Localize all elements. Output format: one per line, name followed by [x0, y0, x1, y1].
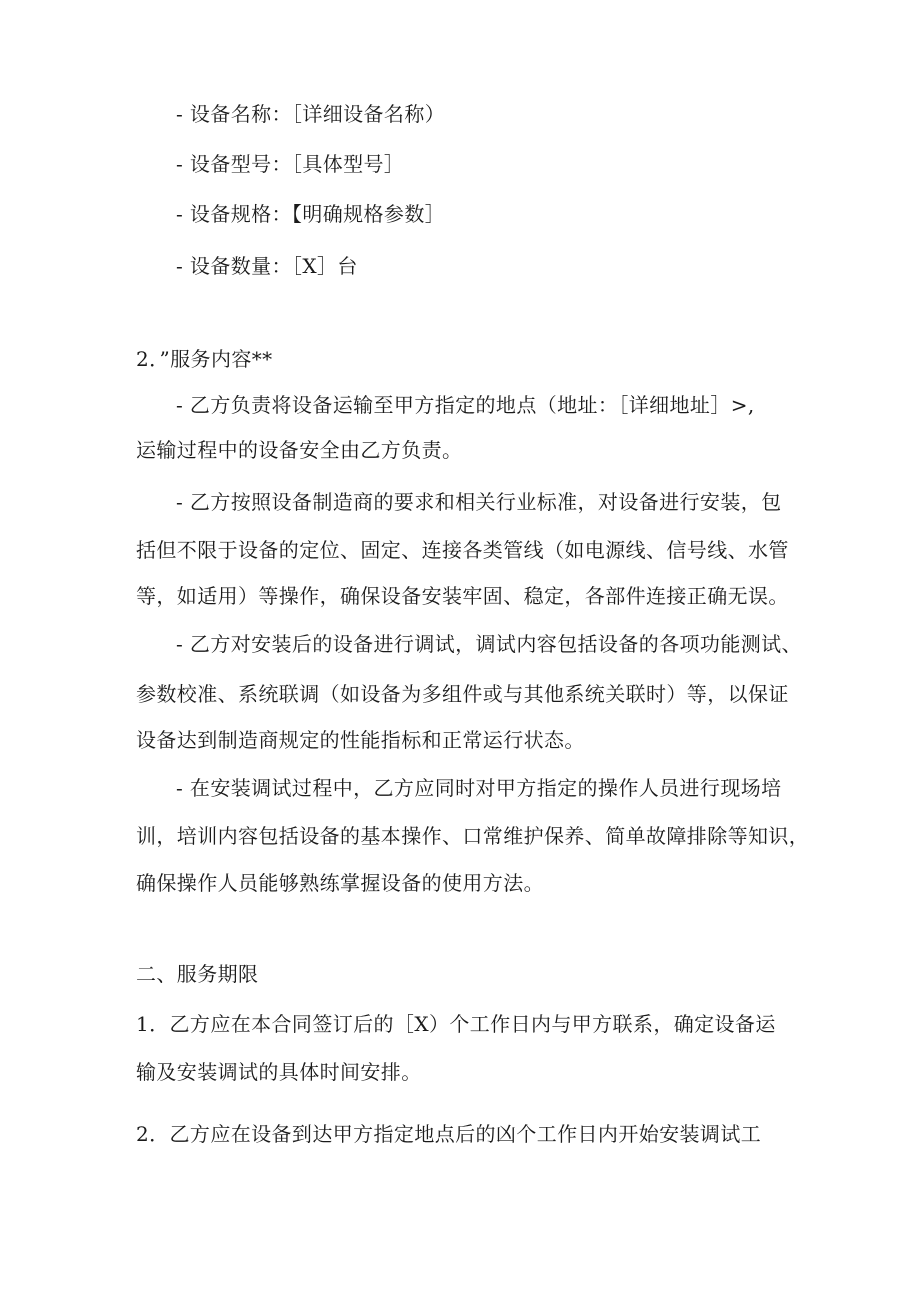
- debugging-paragraph-line-3: 设备达到制造商规定的性能指标和正常运行状态。: [136, 728, 585, 752]
- period-item-1-line-1: 1．乙方应在本合同签订后的［X）个工作日内与甲方联系，确定设备运: [136, 1012, 776, 1036]
- transport-paragraph-line-1: - 乙方负责将设备运输至甲方指定的地点（地址：［详细地址］>,: [176, 393, 755, 417]
- device-quantity-line: - 设备数量：［X］台: [176, 254, 358, 278]
- installation-paragraph-line-1: - 乙方按照设备制造商的要求和相关行业标准，对设备进行安装，包: [176, 490, 782, 514]
- training-paragraph-line-2: 训，培训内容包括设备的基本操作、口常维护保养、简单故障排除等知识，: [136, 824, 810, 848]
- training-paragraph-line-3: 确保操作人员能够熟练掌握设备的使用方法。: [136, 871, 544, 895]
- device-spec-line: - 设备规格：【明确规格参数］: [176, 202, 446, 226]
- debugging-paragraph-line-2: 参数校准、系统联调（如设备为多组件或与其他系统关联时）等，以保证: [136, 682, 789, 706]
- period-item-2-line-1: 2．乙方应在设备到达甲方指定地点后的凶个工作日内开始安装调试工: [136, 1122, 762, 1146]
- installation-paragraph-line-3: 等，如适用）等操作，确保设备安装牢固、稳定，各部件连接正确无误。: [136, 584, 789, 608]
- transport-paragraph-line-2: 运输过程中的设备安全由乙方负责。: [136, 438, 463, 462]
- period-item-1-line-2: 输及安装调试的具体时间安排。: [136, 1060, 422, 1084]
- device-name-line: - 设备名称：［详细设备名称）: [176, 102, 446, 126]
- service-content-heading: 2．”服务内容**: [136, 347, 273, 371]
- installation-paragraph-line-2: 括但不限于设备的定位、固定、连接各类管线（如电源线、信号线、水管: [136, 538, 789, 562]
- device-model-line: - 设备型号：［具体型号］: [176, 152, 405, 176]
- service-period-heading: 二、服务期限: [136, 962, 259, 986]
- debugging-paragraph-line-1: - 乙方对安装后的设备进行调试，调试内容包括设备的各项功能测试、: [176, 632, 802, 656]
- training-paragraph-line-1: - 在安装调试过程中，乙方应同时对甲方指定的操作人员进行现场培: [176, 776, 782, 800]
